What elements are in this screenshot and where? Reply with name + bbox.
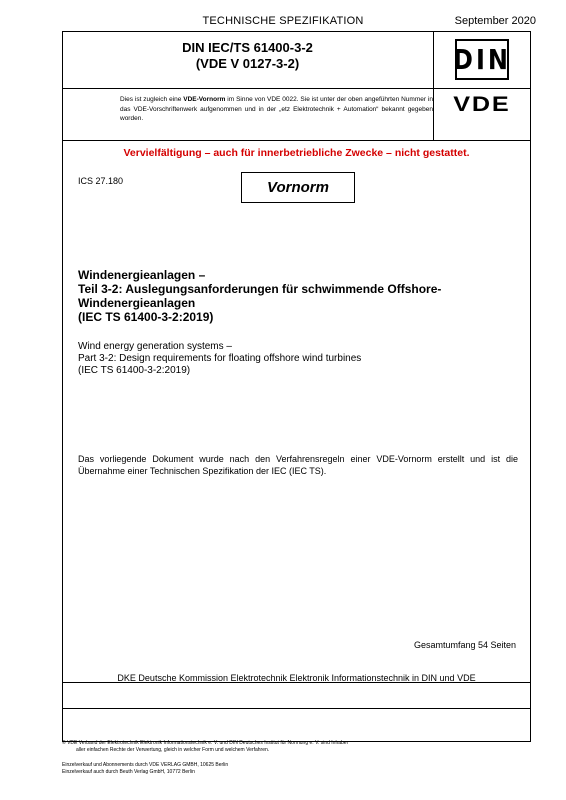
din-logo bbox=[455, 39, 509, 80]
copy-warning: Vervielfältigung – auch für innerbetriebliche Zwecke – nicht gestattet. bbox=[123, 147, 470, 159]
title-english: Wind energy generation systems – Part 3-2: Design requirements for floating offshore wind turbines (IEC TS 61400-3-2:2019) bbox=[78, 341, 362, 376]
divider-footer-bottom bbox=[63, 708, 530, 709]
standard-number bbox=[65, 40, 430, 72]
title-german: Windenergieanlagen – Teil 3-2: Auslegungsanforderungen für schwimmende Offshore- Windenergieanlagen (IEC TS 61400-3-2:2019) bbox=[78, 268, 442, 324]
vornorm-badge-label: Vornorm bbox=[267, 179, 329, 196]
ics-code: ICS 27.180 bbox=[78, 176, 124, 186]
cover-frame bbox=[62, 31, 531, 742]
divider-header bbox=[63, 88, 530, 89]
total-pages: Gesamtumfang 54 Seiten bbox=[413, 640, 516, 650]
sales-info: Einzelverkauf und Abonnements durch VDE VERLAG GMBH, 10625 Berlin Einzelverkauf auch durch Beuth Verlag GmbH, 10772 Berlin bbox=[62, 762, 229, 775]
dke-committee: DKE Deutsche Kommission Elektrotechnik Elektronik Informationstechnik in DIN und VDE bbox=[117, 673, 476, 683]
vornorm-badge bbox=[241, 172, 355, 203]
divider-info bbox=[63, 140, 530, 141]
document-description: Das vorliegende Dokument wurde nach den Verfahrensregeln einer VDE-Vornorm erstellt und ist die Übernahme einer Technischen Spezifikation der IEC (IEC TS). bbox=[78, 454, 518, 476]
divider-logo-column bbox=[433, 32, 434, 140]
vde-notice: Dies ist zugleich eine VDE-Vornorm im Sinne von VDE 0022. Sie ist unter der oben angeführten Nummer in das VDE-Vorschriftenwerk aufgenommen und in der „etz Elektrotechnik + Automation“ bekannt gegeben worden. bbox=[120, 96, 433, 122]
document-type-heading: TECHNISCHE SPEZIFIKATION bbox=[202, 15, 364, 27]
din-logo-text: DIN bbox=[453, 43, 511, 77]
standard-number-din: DIN IEC/TS 61400-3-2 bbox=[182, 40, 313, 55]
copyright-notice: © VDE Verband der Elektrotechnik Elektronik Informationstechnik e. V. und DIN Deutsches Institut für Normung e. V. sind Inhaber aller einfachen Rechte der Verwertung, gleich in welcher Form und welchem Verfahren. bbox=[62, 740, 349, 753]
standard-number-vde: (VDE V 0127-3-2) bbox=[195, 56, 300, 71]
vde-vornorm-term: VDE-Vornorm bbox=[183, 96, 226, 103]
vde-logo-text: VDE bbox=[453, 93, 511, 116]
vde-logo bbox=[446, 94, 518, 116]
publication-date: September 2020 bbox=[454, 15, 536, 27]
